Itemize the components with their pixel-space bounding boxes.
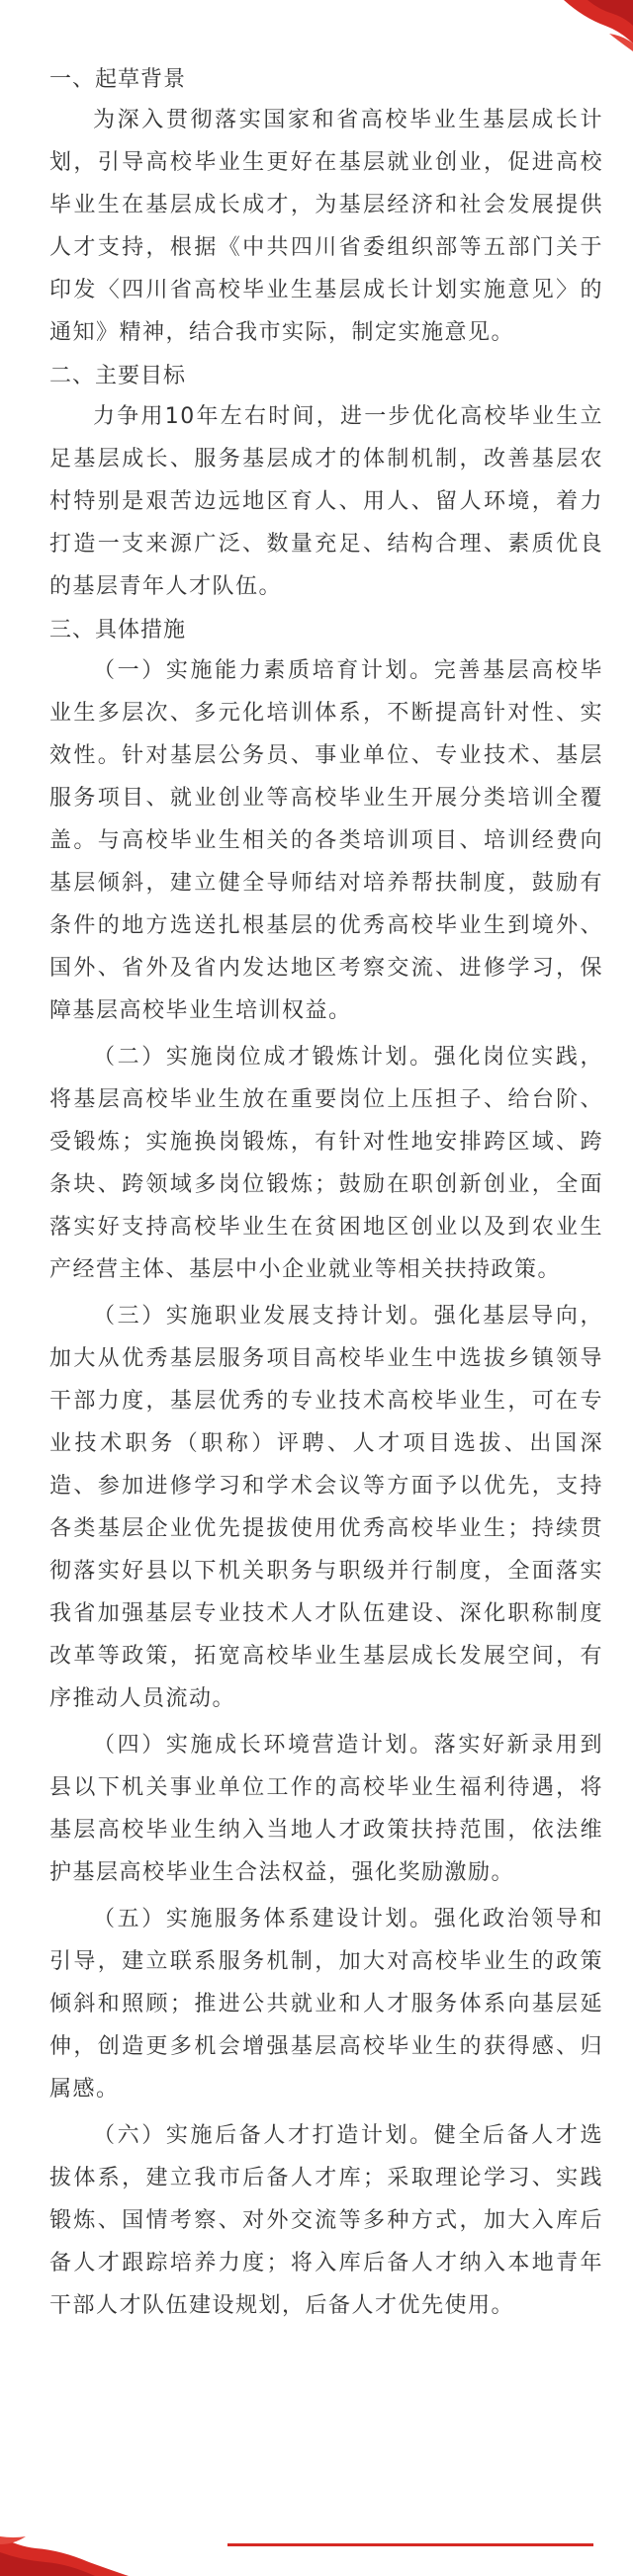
paragraph: （六）实施后备人才打造计划。健全后备人才选拔体系，建立我市后备人才库；采取理论学习、实践锻炼、国情考察、对外交流等多种方式，加大入库后备人才跟踪培养力度；将入库后备人才纳入本地青年干部人才队伍建设规划，后备人才优先使用。 — [49, 2123, 603, 2318]
paragraph: （五）实施服务体系建设计划。强化政治领导和引导，建立联系服务机制，加大对高校毕业生的政策倾斜和照顾；推进公共就业和人才服务体系向基层延伸，创造更多机会增强基层高校毕业生的获得感、归属感。 — [49, 1907, 603, 2102]
paragraph: 为深入贯彻落实国家和省高校毕业生基层成长计划，引导高校毕业生更好在基层就业创业，促进高校毕业生在基层成长成才，为基层经济和社会发展提供人才支持，根据《中共四川省委组织部等五部门关于印发〈四川省高校毕业生基层成长计划实施意见〉的通知》精神，结合我市实际，制定实施意见。 — [49, 108, 603, 345]
corner-ribbon-bottom-left — [0, 2517, 138, 2576]
section-background — [49, 61, 603, 354]
paragraph: （二）实施岗位成才锻炼计划。强化岗位实践，将基层高校毕业生放在重要岗位上压担子、给台阶、受锻炼；实施换岗锻炼，有针对性地安排跨区域、跨条块、跨领域多岗位锻炼；鼓励在职创新创业，全面落实好支持高校毕业生在贫困地区创业以及到农业生产经营主体、基层中小企业就业等相关扶持政策。 — [49, 1045, 603, 1282]
footer-divider — [227, 2543, 593, 2546]
paragraph: （四）实施成长环境营造计划。落实好新录用到县以下机关事业单位工作的高校毕业生福利待遇，将基层高校毕业生纳入当地人才政策扶持范围，依法维护基层高校毕业生合法权益，强化奖励激励。 — [49, 1733, 603, 1885]
corner-ribbon-top-right — [544, 0, 633, 59]
paragraph: 力争用10年左右时间，进一步优化高校毕业生立足基层成长、服务基层成才的体制机制，改善基层农村特别是艰苦边远地区育人、用人、留人环境，着力打造一支来源广泛、数量充足、结构合理、素质优良的基层青年人才队伍。 — [49, 404, 603, 599]
section-goals — [49, 358, 603, 608]
section-heading: 一、起草背景 — [49, 67, 187, 92]
article-body — [49, 61, 603, 2331]
section-heading: 三、具体措施 — [49, 618, 187, 643]
paragraph: （三）实施职业发展支持计划。强化基层导向，加大从优秀基层服务项目高校毕业生中选拔乡镇领导干部力度，基层优秀的专业技术高校毕业生，可在专业技术职务（职称）评聘、人才项目选拔、出国深造、参加进修学习和学术会议等方面予以优先，支持各类基层企业优先提拔使用优秀高校毕业生；持续贯彻落实好县以下机关职务与职级并行制度，全面落实我省加强基层专业技术人才队伍建设、深化职称制度改革等政策，拓宽高校毕业生基层成长发展空间，有序推动人员流动。 — [49, 1304, 603, 1711]
section-measures — [49, 612, 603, 2327]
section-heading: 二、主要目标 — [49, 364, 187, 388]
paragraph: （一）实施能力素质培育计划。完善基层高校毕业生多层次、多元化培训体系，不断提高针对性、实效性。针对基层公务员、事业单位、专业技术、基层服务项目、就业创业等高校毕业生开展分类培训全覆盖。与高校毕业生相关的各类培训项目、培训经费向基层倾斜，建立健全导师结对培养帮扶制度，鼓励有条件的地方选送扎根基层的优秀高校毕业生到境外、国外、省外及省内发达地区考察交流、进修学习，保障基层高校毕业生培训权益。 — [49, 658, 603, 1023]
